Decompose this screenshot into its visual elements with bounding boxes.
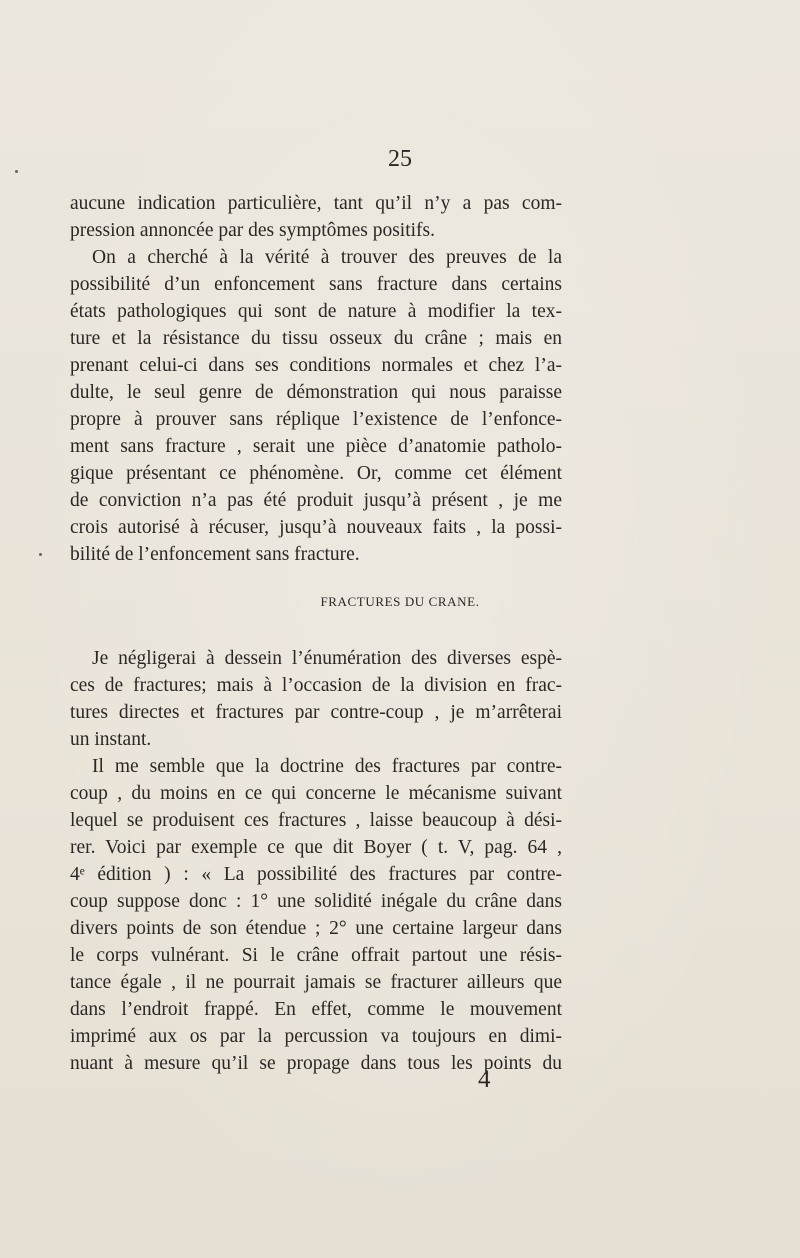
text-line: nuant à mesure qu’il se propage dans tous les points du	[70, 1053, 562, 1074]
margin-spot	[39, 553, 42, 556]
text-line: aucune indication particulière, tant qu’il n’y a pas com-	[70, 193, 562, 214]
text-line: bilité de l’enfoncement sans fracture.	[70, 544, 360, 565]
text-line: divers points de son étendue ; 2° une certaine largeur dans	[70, 918, 562, 939]
text-line: prenant celui-ci dans ses conditions normales et chez l’a-	[70, 355, 562, 376]
text-line: dans l’endroit frappé. En effet, comme le mouvement	[70, 999, 562, 1020]
text-line: On a cherché à la vérité à trouver des preuves de la	[92, 247, 562, 268]
text-line: possibilité d’un enfoncement sans fracture dans certains	[70, 274, 562, 295]
text-line: pression annoncée par des symptômes positifs.	[70, 220, 436, 241]
text-line: tures directes et fractures par contre-coup , je m’arrêterai	[70, 702, 562, 723]
text-line: rer. Voici par exemple ce que dit Boyer ( t. V, pag. 64 ,	[70, 837, 562, 858]
paragraph-block-1	[70, 190, 562, 568]
text-line: coup suppose donc : 1° une solidité inégale du crâne dans	[70, 891, 562, 912]
text-line: ment sans fracture , serait une pièce d’anatomie patholo-	[70, 436, 562, 457]
text-line: lequel se produisent ces fractures , laisse beaucoup à dési-	[70, 810, 562, 831]
text-line: ture et la résistance du tissu osseux du crâne ; mais en	[70, 328, 562, 349]
text-line: un instant.	[70, 729, 152, 750]
text-line: le corps vulnérant. Si le crâne offrait partout une résis-	[70, 945, 562, 966]
text-line: de conviction n’a pas été produit jusqu’à présent , je me	[70, 490, 562, 511]
text-line: Il me semble que la doctrine des fractures par contre-	[92, 756, 562, 777]
text-line: états pathologiques qui sont de nature à modifier la tex-	[70, 301, 562, 322]
text-line: imprimé aux os par la percussion va toujours en dimi-	[70, 1026, 562, 1047]
text-line: coup , du moins en ce qui concerne le mécanisme suivant	[70, 783, 562, 804]
text-line: tance égale , il ne pourrait jamais se fracturer ailleurs que	[70, 972, 562, 993]
paragraph-block-2	[70, 645, 562, 1077]
text-line: Je négligerai à dessein l’énumération des diverses espè-	[92, 648, 562, 669]
signature-mark: 4	[478, 1066, 491, 1093]
section-heading: FRACTURES DU CRANE.	[320, 594, 480, 609]
text-line: dulte, le seul genre de démonstration qui nous paraisse	[70, 382, 562, 403]
text-line: crois autorisé à récuser, jusqu’à nouveaux faits , la possi-	[70, 517, 562, 538]
text-line: ces de fractures; mais à l’occasion de la division en frac-	[70, 675, 562, 696]
text-line: gique présentant ce phénomène. Or, comme cet élément	[70, 463, 562, 484]
page-number: 25	[388, 146, 412, 172]
text-line: propre à prouver sans réplique l’existence de l’enfonce-	[70, 409, 562, 430]
text-line: 4ᵉ édition ) : « La possibilité des fractures par contre-	[70, 864, 562, 885]
